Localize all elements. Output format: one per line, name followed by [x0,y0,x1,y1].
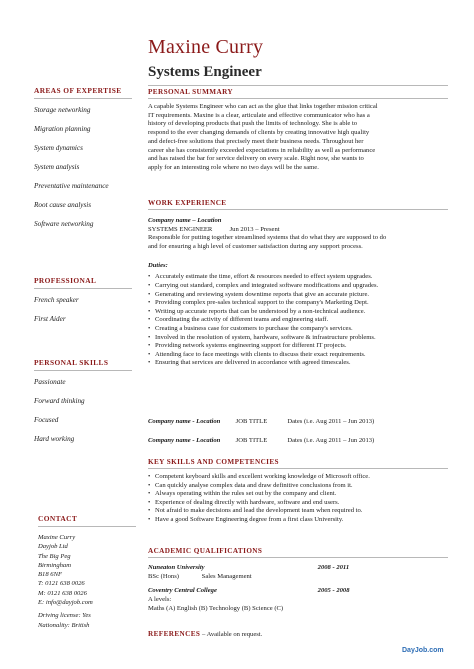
education-section [148,547,448,613]
personal-skill-item: Focused [34,416,59,424]
personal-skill-item: Passionate [34,378,66,386]
university-name: Nuneaton University [148,564,205,571]
personal-skills-divider [34,370,132,371]
professional-divider [34,288,132,289]
expertise-heading: AREAS OF EXPERTISE [34,86,122,95]
work-section [148,199,448,368]
personal-skill-item: Hard working [34,435,75,443]
skill-item: • Always operating within the rules set out by the company and client. [148,490,448,499]
previous-company: Company name - Location [148,437,221,444]
contact-telephone: T: 0121 638 0026 [38,580,85,588]
expertise-item: Preventative maintenance [34,182,109,190]
previous-job-title: JOB TITLE [235,418,268,425]
expertise-item: Root cause analysis [34,201,92,209]
skill-item: • Not afraid to make decisions and lead the development team when required to. [148,507,448,516]
duty-item: • Carrying out standard, complex and integrated software modifications and upgrades. [148,282,448,291]
dayjob-logo[interactable]: DayJob.com [402,647,444,654]
references-text: – Available on request. [201,631,263,638]
contact-heading: CONTACT [38,514,78,523]
skills-list [148,473,448,525]
professional-item: First Aider [34,315,66,323]
summary-line: IT requirements. Maxine is a clear, articulate and effective communicator who has a [148,111,370,119]
alevels-label: A levels: [148,596,172,603]
current-job-title: SYSTEMS ENGINEER [148,226,213,233]
summary-text [148,103,448,173]
alevels-grades: Maths (A) English (B) Technology (B) Science (C) [148,605,284,612]
previous-job-dates: Dates (i.e. Aug 2011 – Jun 2013) [287,437,375,444]
duty-item: • Creating a business case for customers to purchase the company's services. [148,325,448,334]
current-job-dates: Jun 2013 – Present [229,226,280,233]
education-divider [148,557,448,558]
skills-divider [148,468,448,469]
summary-line: apply for an interesting role where no two days will be the same. [148,163,319,171]
previous-jobs [148,417,448,445]
duty-item: • Accurately estimate the time, effort & resources needed to effect system upgrades. [148,273,448,282]
responsibility-line: Responsible for putting together streamlined systems that do what they are supposed to do [148,234,387,241]
nationality: Nationality: British [38,621,90,629]
previous-job-row [148,436,448,445]
duties-label: Duties: [148,262,168,270]
contact-address-line: The Big Peg [38,552,71,560]
summary-line: history of developing products that push the limits of technology. She is able to [148,120,358,128]
contact-block [38,514,138,630]
summary-section [148,88,448,173]
duty-item: • Generating and reviewing system downtime reports that give an accurate picture. [148,291,448,300]
expertise-list [34,105,134,230]
college-dates: 2005 - 2008 [317,587,350,594]
skill-item: • Have a good Software Engineering degree from a first class University. [148,516,448,525]
degree-name: BSc (Hons) [148,573,179,580]
summary-divider [148,98,448,99]
college-name: Coventry Central College [148,587,217,594]
college-row [148,586,448,595]
previous-job-dates: Dates (i.e. Aug 2011 – Jun 2013) [287,418,375,425]
responsibility-text [148,234,448,251]
expertise-item: Migration planning [34,125,91,133]
previous-job-row [148,417,448,426]
duty-item: • Involved in the resolution of system, hardware, software & infrastructure problems. [148,334,448,343]
expertise-item: Storage networking [34,106,91,114]
duty-item: • Ensuring that services are delivered in accordance with agreed timescales. [148,359,448,368]
duties-list [148,273,448,368]
contact-city: Birmingham [38,561,71,569]
contact-name: Maxine Curry [38,534,76,541]
duty-item: • Attending face to face meetings with clients to discuss their exact requirements. [148,351,448,360]
skill-item: • Experience of dealing directly with hardware, software and end users. [148,499,448,508]
summary-heading: PERSONAL SUMMARY [148,88,234,96]
contact-company: Dayjob Ltd [38,543,68,551]
contact-email: E: info@dayjob.com [38,599,93,607]
expertise-item: Software networking [34,220,94,228]
skills-section [148,458,448,525]
university-row [148,563,448,572]
references-section [148,630,448,639]
university-dates: 2008 - 2011 [317,564,350,571]
summary-line: career she has consistently exceeded expectations in reliability as well as performance [148,146,376,154]
personal-skills-heading: PERSONAL SKILLS [34,358,109,367]
education-heading: ACADEMIC QUALIFICATIONS [148,547,263,555]
contact-postcode: B18 6NF [38,571,62,579]
contact-mobile: M: 0121 638 0026 [38,589,87,597]
contact-divider [38,526,136,527]
previous-job-title: JOB TITLE [235,437,268,444]
current-company: Company name – Location [148,217,222,224]
expertise-item: System analysis [34,163,80,171]
references-row [148,630,448,639]
previous-company: Company name - Location [148,418,221,425]
current-job-row [148,225,448,234]
skills-heading: KEY SKILLS AND COMPETENCIES [148,458,279,466]
duty-item: • Providing network systems engineering support for different IT projects. [148,342,448,351]
work-divider [148,209,448,210]
duty-item: • Providing complex pre-sales technical support to the company's Marketing Dept. [148,299,448,308]
work-heading: WORK EXPERIENCE [148,199,227,207]
summary-line: respond to the ever changing demands of clients by creating innovative high quality [148,129,370,137]
degree-subject: Sales Management [201,573,252,580]
skill-item: • Can quickly analyse complex data and draw definitive conclusions from it. [148,482,448,491]
skill-item: • Competent keyboard skills and excellent working knowledge of Microsoft office. [148,473,448,482]
references-heading: REFERENCES [148,630,201,638]
candidate-name: Maxine Curry [148,36,264,58]
professional-item: French speaker [34,296,79,304]
responsibility-line: and for ensuring a high level of customer satisfaction during any support process. [148,242,363,250]
candidate-title: Systems Engineer [148,64,262,80]
expertise-item: System dynamics [34,144,83,152]
expertise-divider [34,98,132,99]
duty-item: • Coordinating the activity of different teams and engineering staff. [148,316,448,325]
driving-license: Driving license: Yes [38,612,91,620]
header-divider [148,85,448,86]
summary-line: and has raised the bar for service delivery on every scale. Right now, she wants to [148,155,364,163]
summary-line: A capable Systems Engineer who can act as the glue that links together mission critical [148,103,378,110]
professional-heading: PROFESSIONAL [34,276,97,285]
sidebar [34,86,134,453]
summary-line: and defect-free solutions that precisely meet their business needs. Throughout her [148,137,364,145]
personal-skill-item: Forward thinking [34,397,85,405]
duty-item: • Writing up accurate reports that can be understood by a non-technical audience. [148,308,448,317]
degree-row [148,572,448,581]
